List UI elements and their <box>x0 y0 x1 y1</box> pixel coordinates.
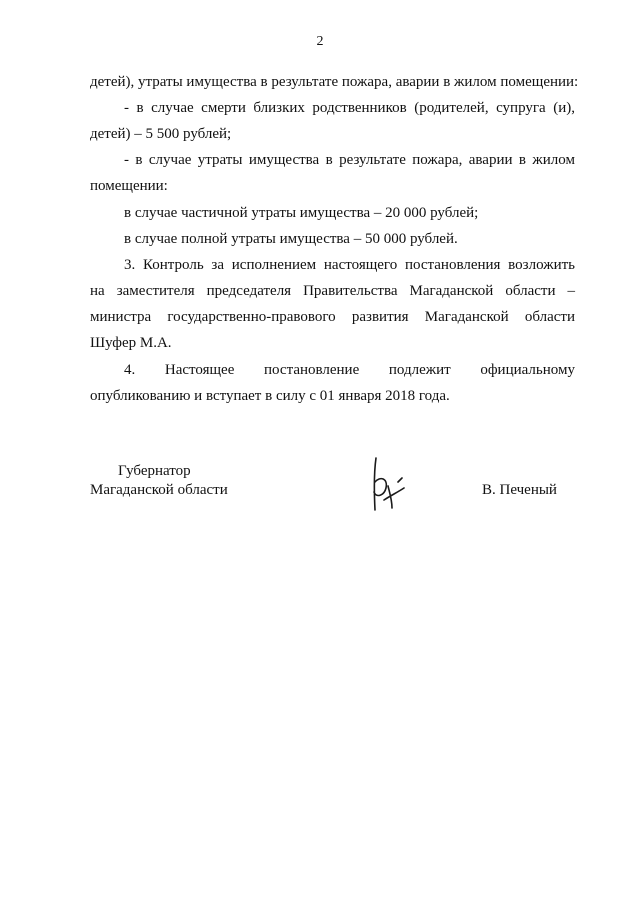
paragraph-line: - в случае смерти близких родственников (родителей, супруга (и), <box>124 100 575 116</box>
page-number: 2 <box>316 34 324 49</box>
signatory-name: В. Печеный <box>482 482 557 498</box>
paragraph-line: детей) – 5 500 рублей; <box>90 126 232 142</box>
paragraph-line: помещении: <box>90 178 168 194</box>
paragraph-line: опубликованию и вступает в силу с 01 января 2018 года. <box>90 388 450 404</box>
signatory-position-line1: Губернатор <box>118 463 191 479</box>
paragraph-line: в случае частичной утраты имущества – 20 000 рублей; <box>124 205 479 221</box>
paragraph-line: в случае полной утраты имущества – 50 000 рублей. <box>124 231 458 247</box>
signatory-position-line2: Магаданской области <box>90 482 228 498</box>
paragraph-line: 4. Настоящее постановление подлежит официальному <box>124 362 575 378</box>
paragraph-line: на заместителя председателя Правительства Магаданской области – <box>90 283 575 299</box>
paragraph-line: Шуфер М.А. <box>90 335 172 351</box>
handwritten-signature <box>362 452 412 522</box>
paragraph-line: 3. Контроль за исполнением настоящего постановления возложить <box>124 257 575 273</box>
paragraph-line: министра государственно-правового развития Магаданской области <box>90 309 575 325</box>
paragraph-line: детей), утраты имущества в результате пожара, аварии в жилом помещении: <box>90 74 579 90</box>
paragraph-line: - в случае утраты имущества в результате пожара, аварии в жилом <box>124 152 575 168</box>
